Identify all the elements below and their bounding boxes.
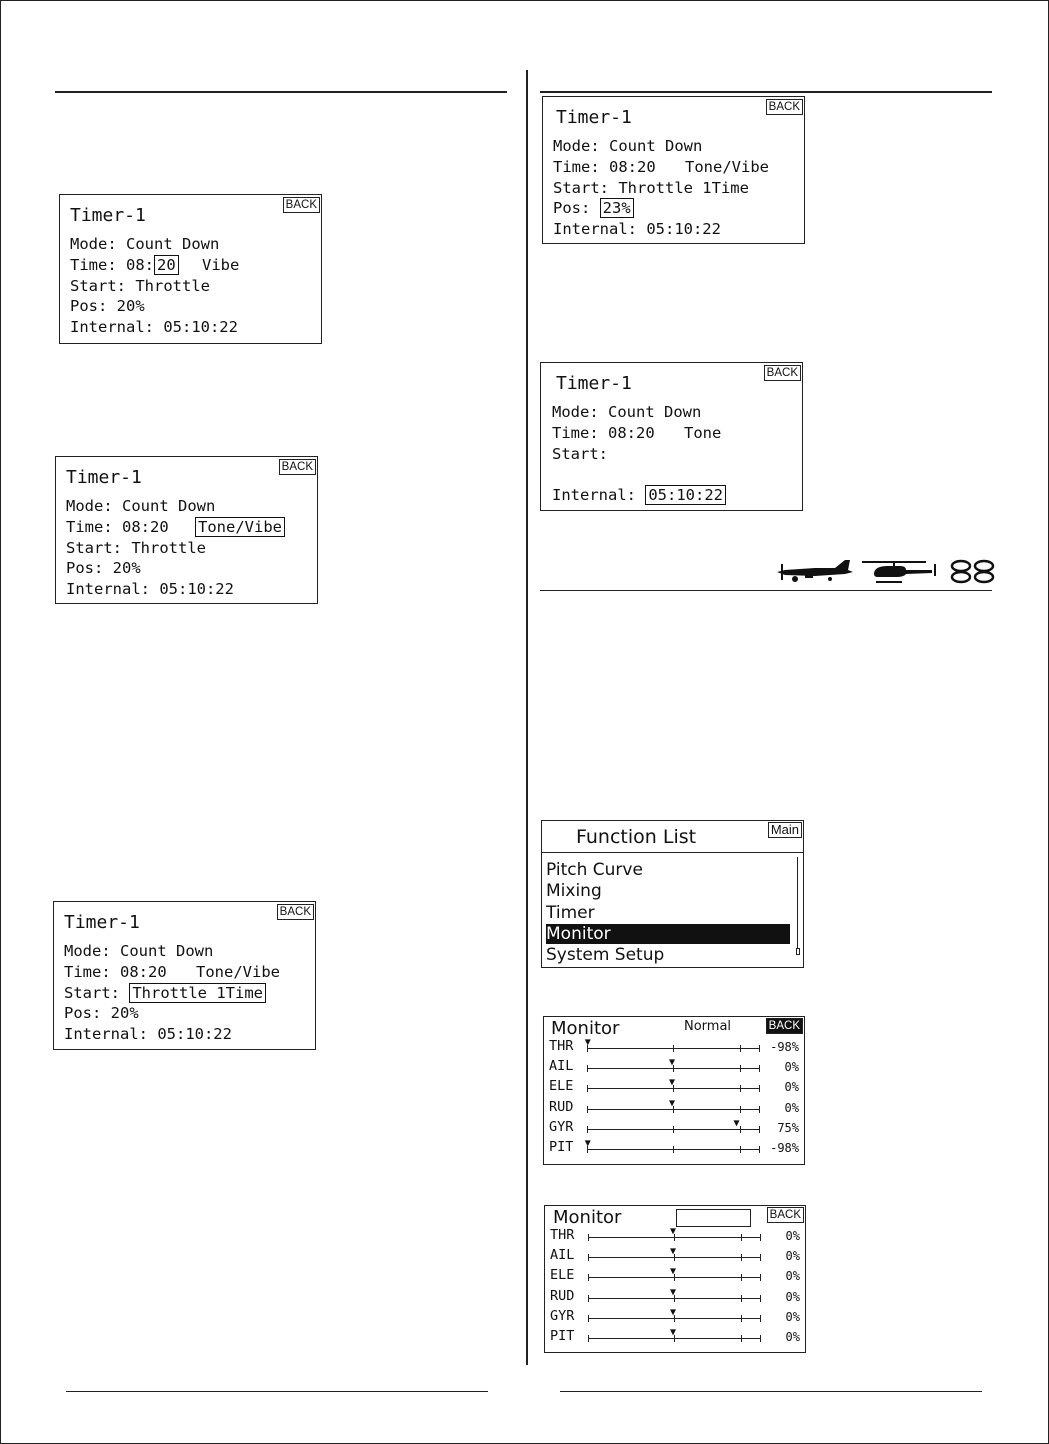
back-button[interactable]: BACK xyxy=(283,197,320,213)
track-tick xyxy=(588,1274,589,1281)
channel-row-ail xyxy=(549,1058,801,1078)
channel-label: PIT xyxy=(549,1139,574,1155)
screen-title: Timer-1 xyxy=(556,107,632,128)
internal-line: Internal: 05:10:22 xyxy=(64,1025,232,1043)
function-list-item[interactable]: Mixing xyxy=(546,881,602,902)
channel-position-marker: ▼ xyxy=(670,1306,677,1318)
internal-selected[interactable]: 05:10:22 xyxy=(645,485,726,505)
channel-row-ele xyxy=(549,1078,801,1098)
time-alert: Tone xyxy=(684,424,722,442)
track-tick xyxy=(673,1045,674,1052)
alert-selection-box[interactable]: Tone/Vibe xyxy=(195,517,285,537)
function-list xyxy=(542,860,802,966)
channel-value: 75% xyxy=(777,1120,799,1135)
pos-selected[interactable]: 23% xyxy=(600,198,634,218)
channel-row-thr xyxy=(549,1038,801,1058)
start-line xyxy=(64,984,266,1002)
timer-screen-start-edit xyxy=(53,901,316,1050)
track-tick xyxy=(740,1085,741,1092)
track-tick xyxy=(587,1126,588,1133)
start-prefix: Start: xyxy=(64,984,120,1002)
channel-value: 0% xyxy=(784,1060,799,1075)
channel-label: AIL xyxy=(550,1247,575,1264)
time-line: Time: 08:20 xyxy=(553,158,656,176)
channel-row-rud xyxy=(549,1099,801,1119)
time-line: Time: 08:20 xyxy=(64,963,167,981)
track-tick xyxy=(741,1274,742,1281)
function-list-item[interactable]: Pitch Curve xyxy=(546,860,643,880)
track-tick xyxy=(760,1234,761,1241)
timer-screen-time-edit xyxy=(59,194,322,344)
time-prefix: Time: 08: xyxy=(70,256,154,274)
track-tick xyxy=(587,1106,588,1113)
time-alert-selected[interactable] xyxy=(195,518,285,536)
track-tick xyxy=(741,1234,742,1241)
function-list-item[interactable]: System Setup xyxy=(546,945,665,966)
channel-label: GYR xyxy=(550,1307,575,1324)
channel-value: 0% xyxy=(785,1269,800,1284)
pos-line: Pos: 20% xyxy=(70,297,145,315)
back-button[interactable]: BACK xyxy=(279,459,316,475)
screen-title: Timer-1 xyxy=(66,467,142,488)
track-tick xyxy=(587,1065,588,1072)
timer-screen-internal-edit xyxy=(540,362,803,511)
scroll-thumb[interactable] xyxy=(796,948,800,955)
screen-title: Timer-1 xyxy=(70,205,146,226)
time-alert: Tone/Vibe xyxy=(685,158,769,176)
track-tick xyxy=(760,1315,761,1322)
channel-value: 0% xyxy=(784,1100,799,1115)
track-tick xyxy=(740,1106,741,1113)
channel-value: -98% xyxy=(770,1040,799,1054)
left-footer-rule xyxy=(66,1391,488,1392)
pos-line: Pos: 20% xyxy=(64,1004,139,1022)
timer-screen-pos-edit xyxy=(542,96,805,244)
channel-row-pit xyxy=(549,1139,801,1159)
channel-position-marker: ▼ xyxy=(670,1286,677,1298)
channel-row-ele xyxy=(550,1267,802,1287)
internal-line xyxy=(552,486,726,504)
monitor-screen-blank xyxy=(544,1205,806,1353)
time-line xyxy=(70,256,179,274)
channel-label: THR xyxy=(549,1038,574,1054)
channel-row-rud xyxy=(550,1288,802,1308)
right-header-rule xyxy=(540,91,992,93)
track-tick xyxy=(741,1335,742,1342)
track-tick xyxy=(673,1126,674,1133)
airplane-icon xyxy=(775,558,855,586)
track-tick xyxy=(740,1126,741,1133)
track-tick xyxy=(741,1254,742,1261)
track-tick xyxy=(740,1065,741,1072)
channel-position-marker: ▼ xyxy=(670,1266,677,1278)
screen-title: Function List xyxy=(576,826,697,848)
helicopter-icon xyxy=(860,558,940,586)
back-button[interactable]: BACK xyxy=(277,904,314,920)
main-button[interactable]: Main xyxy=(768,822,802,838)
channel-value: 0% xyxy=(785,1229,800,1243)
track-tick xyxy=(740,1146,741,1153)
monitor-screen-normal xyxy=(543,1016,805,1165)
track-tick xyxy=(760,1335,761,1342)
track-tick xyxy=(740,1045,741,1052)
channel-position-marker: ▼ xyxy=(670,1246,677,1258)
track-tick xyxy=(760,1254,761,1261)
channel-label: ELE xyxy=(549,1078,574,1095)
back-button[interactable]: BACK xyxy=(766,1018,803,1034)
channel-position-marker: ▼ xyxy=(584,1037,591,1048)
back-button[interactable]: BACK xyxy=(766,99,803,115)
mode-line: Mode: Count Down xyxy=(553,137,703,155)
internal-line: Internal: 05:10:22 xyxy=(70,318,238,336)
start-line: Start: Throttle xyxy=(70,277,210,295)
time-alert: Tone/Vibe xyxy=(196,963,280,981)
channel-row-ail xyxy=(550,1247,802,1267)
function-list-item[interactable]: Monitor xyxy=(546,924,790,944)
right-footer-rule xyxy=(560,1391,982,1392)
screen-title: Monitor xyxy=(553,1207,622,1228)
track-tick xyxy=(588,1234,589,1241)
channel-value: 0% xyxy=(785,1330,800,1344)
channel-position-marker: ▼ xyxy=(733,1117,740,1129)
channel-value: 0% xyxy=(785,1289,800,1304)
left-header-rule xyxy=(55,91,507,93)
channel-position-marker: ▼ xyxy=(669,1097,676,1109)
start-line: Start: Throttle 1Time xyxy=(553,179,749,197)
channel-position-marker: ▼ xyxy=(670,1226,677,1237)
internal-line: Internal: 05:10:22 xyxy=(66,580,234,598)
time-line: Time: 08:20 xyxy=(66,518,169,536)
screen-title: Monitor xyxy=(551,1018,620,1039)
track-tick xyxy=(759,1146,760,1153)
pos-line xyxy=(553,199,634,217)
channel-position-marker: ▼ xyxy=(669,1057,676,1069)
mode-line: Mode: Count Down xyxy=(552,403,702,421)
channel-label: ELE xyxy=(550,1267,575,1284)
channel-position-marker: ▼ xyxy=(669,1077,676,1089)
track-tick xyxy=(741,1295,742,1302)
track-tick xyxy=(759,1126,760,1133)
function-list-item[interactable]: Timer xyxy=(546,902,595,923)
back-button[interactable]: BACK xyxy=(767,1207,804,1223)
track-tick xyxy=(673,1146,674,1153)
channel-label: PIT xyxy=(550,1328,575,1344)
channel-label: RUD xyxy=(549,1098,574,1115)
internal-line: Internal: 05:10:22 xyxy=(553,220,721,238)
channel-position-marker: ▼ xyxy=(584,1138,591,1149)
start-line: Start: Throttle xyxy=(66,539,206,557)
multirotor-icon xyxy=(948,558,998,586)
channel-row-pit xyxy=(550,1328,802,1348)
track-tick xyxy=(588,1254,589,1261)
track-tick xyxy=(759,1045,760,1052)
time-seconds-selected[interactable]: 20 xyxy=(154,255,179,275)
channel-label: GYR xyxy=(549,1118,574,1135)
internal-prefix: Internal: xyxy=(552,486,636,504)
track-tick xyxy=(759,1065,760,1072)
flight-mode-label: Normal xyxy=(684,1019,732,1034)
track-tick xyxy=(760,1295,761,1302)
screen-title: Timer-1 xyxy=(64,912,140,933)
track-tick xyxy=(759,1085,760,1092)
channel-row-gyr xyxy=(550,1308,802,1328)
channel-value: 0% xyxy=(784,1080,799,1095)
timer-screen-alert-edit xyxy=(55,456,318,604)
mode-line: Mode: Count Down xyxy=(64,942,214,960)
channel-label: THR xyxy=(550,1227,575,1243)
channel-value: 0% xyxy=(785,1249,800,1264)
flight-mode-box xyxy=(676,1209,751,1227)
mode-line: Mode: Count Down xyxy=(66,497,216,515)
channel-label: AIL xyxy=(549,1058,574,1075)
time-alert: Vibe xyxy=(202,256,240,274)
pos-prefix: Pos: xyxy=(553,199,591,217)
column-divider xyxy=(526,70,528,1365)
screen-title: Timer-1 xyxy=(556,373,632,394)
mode-line: Mode: Count Down xyxy=(70,235,220,253)
time-line: Time: 08:20 xyxy=(552,424,655,442)
pos-line: Pos: 20% xyxy=(66,559,141,577)
channel-position-marker: ▼ xyxy=(670,1327,677,1338)
track-tick xyxy=(588,1335,589,1342)
channel-value: 0% xyxy=(785,1309,800,1324)
channel-label: RUD xyxy=(550,1287,575,1304)
start-line: Start: xyxy=(552,445,608,463)
title-divider xyxy=(542,852,803,853)
track-tick xyxy=(588,1295,589,1302)
back-button[interactable]: BACK xyxy=(764,365,801,381)
track-tick xyxy=(588,1315,589,1322)
channel-value: -98% xyxy=(770,1141,799,1155)
function-list-screen xyxy=(541,820,804,968)
channel-row-gyr xyxy=(549,1119,801,1139)
start-selected[interactable]: Throttle 1Time xyxy=(129,983,266,1003)
section-rule xyxy=(540,590,992,591)
track-tick xyxy=(760,1274,761,1281)
track-tick xyxy=(759,1106,760,1113)
scrollbar[interactable] xyxy=(797,857,798,955)
track-tick xyxy=(741,1315,742,1322)
channel-row-thr xyxy=(550,1227,802,1247)
track-tick xyxy=(587,1085,588,1092)
